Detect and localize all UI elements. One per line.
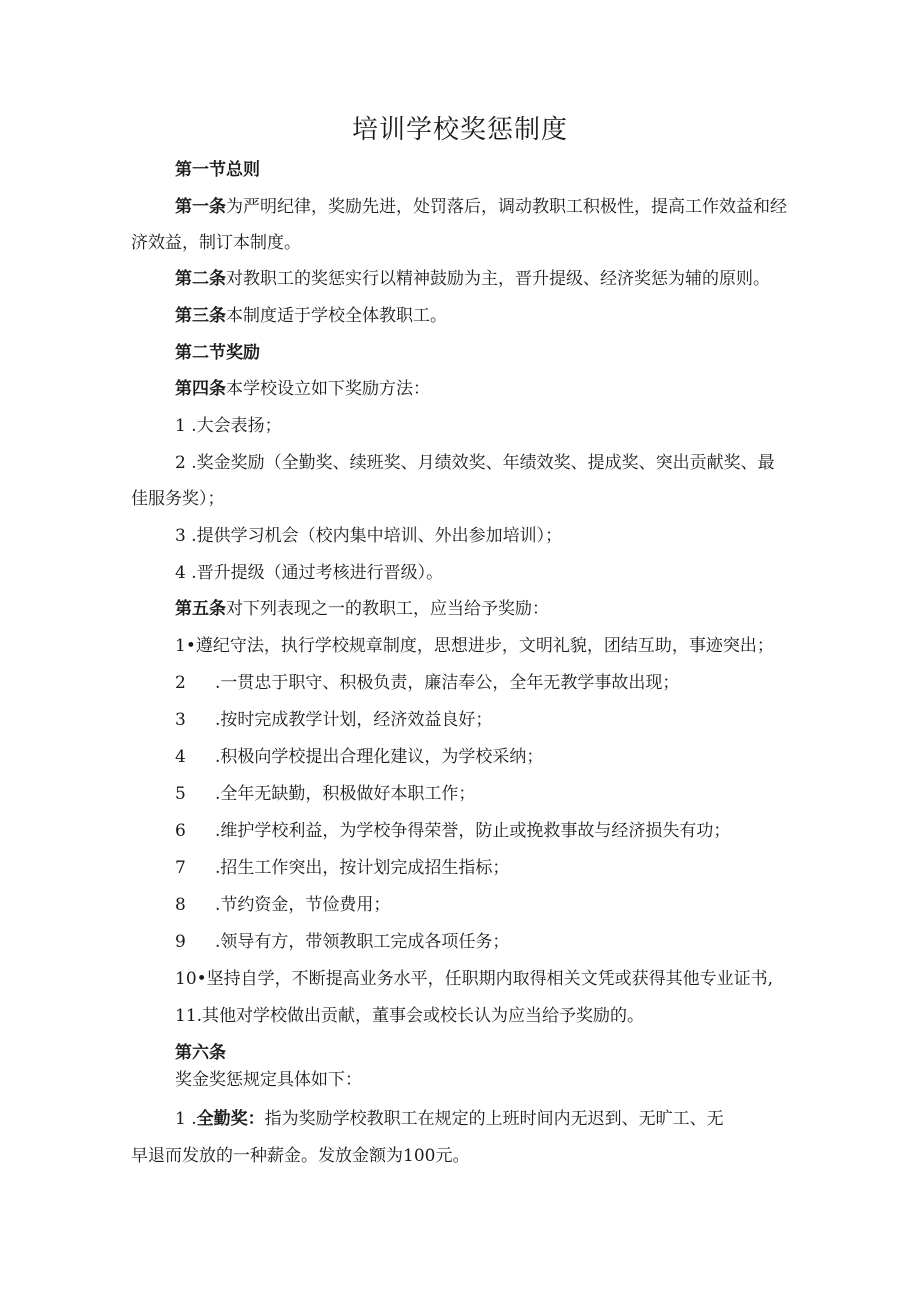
reward-condition-1: 1•遵纪守法，执行学校规章制度，思想进步，文明礼貌，团结互助，事迹突出； (175, 636, 774, 656)
condition-text: .全年无缺勤，积极做好本职工作； (215, 784, 476, 804)
article-6-text: 奖金奖惩规定具体如下： (175, 1070, 362, 1090)
article-5 (175, 597, 549, 621)
reward-condition-9 (175, 930, 509, 954)
reward-condition-2 (175, 671, 679, 695)
article-5-label: 第五条 (175, 599, 226, 619)
bonus-rule-1-line-2: 早退而发放的一种薪金。发放金额为100元。 (131, 1146, 470, 1166)
article-1-text: 为严明纪律，奖励先进，处罚落后，调动教职工积极性，提高工作效益和经 (226, 197, 787, 217)
reward-method-2-line-1: 2 .奖金奖励（全勤奖、续班奖、月绩效奖、年绩效奖、提成奖、突出贡献奖、最 (175, 453, 775, 473)
condition-number: 5 (175, 784, 186, 804)
condition-text: .一贯忠于职守、积极负责，廉洁奉公，全年无教学事故出现； (215, 673, 680, 693)
condition-number: 4 (175, 747, 186, 767)
condition-number: 7 (175, 858, 186, 878)
condition-text: .招生工作突出，按计划完成招生指标； (215, 858, 510, 878)
condition-text: .维护学校利益，为学校争得荣誉，防止或挽救事故与经济损失有功； (215, 821, 731, 841)
condition-number: 2 (175, 673, 186, 693)
section-heading-general: 第一节总则 (175, 160, 260, 180)
bonus-rule-1-line-1 (175, 1107, 724, 1131)
bonus-rule-number: 1 . (175, 1109, 197, 1129)
condition-text: .领导有方，带领教职工完成各项任务； (215, 932, 510, 952)
article-1-line-1 (175, 195, 787, 219)
bonus-rule-text: 指为奖励学校教职工在规定的上班时间内无迟到、无旷工、无 (264, 1109, 724, 1129)
article-1-line-2: 济效益，制订本制度。 (131, 233, 301, 253)
reward-method-1: 1 .大会表扬； (175, 416, 282, 436)
reward-condition-11: 11.其他对学校做出贡献，董事会或校长认为应当给予奖励的。 (175, 1006, 645, 1026)
article-6-label: 第六条 (175, 1043, 226, 1063)
article-2-text: 对教职工的奖惩实行以精神鼓励为主，晋升提级、经济奖惩为辅的原则。 (226, 269, 770, 289)
article-3 (175, 304, 447, 328)
condition-number: 9 (175, 932, 186, 952)
article-1-label: 第一条 (175, 197, 226, 217)
reward-method-4: 4 .晋升提级（通过考核进行晋级）。 (175, 563, 444, 583)
bonus-rule-label: 全勤奖： (196, 1109, 265, 1129)
reward-condition-8 (175, 893, 390, 917)
article-4 (175, 377, 430, 401)
reward-condition-7 (175, 856, 509, 880)
article-4-text: 本学校设立如下奖励方法： (226, 379, 430, 399)
reward-condition-3 (175, 708, 492, 732)
reward-condition-5 (175, 782, 475, 806)
condition-number: 3 (175, 710, 186, 730)
condition-text: .按时完成教学计划，经济效益良好； (215, 710, 493, 730)
condition-text: .积极向学校提出合理化建议，为学校采纳； (215, 747, 544, 767)
article-3-label: 第三条 (175, 306, 226, 326)
document-title: 培训学校奖惩制度 (351, 115, 568, 145)
condition-text: .节约资金，节俭费用； (215, 895, 391, 915)
article-5-text: 对下列表现之一的教职工，应当给予奖励： (226, 599, 549, 619)
reward-condition-4 (175, 745, 543, 769)
reward-method-3: 3 .提供学习机会（校内集中培训、外出参加培训）； (175, 526, 563, 546)
reward-condition-6 (175, 819, 730, 843)
article-4-label: 第四条 (175, 379, 226, 399)
article-2-label: 第二条 (175, 269, 226, 289)
condition-number: 8 (175, 895, 186, 915)
article-3-text: 本制度适于学校全体教职工。 (226, 306, 447, 326)
section-heading-rewards: 第二节奖励 (175, 343, 260, 363)
reward-condition-10: 10•坚持自学，不断提高业务水平，任职期内取得相关文凭或获得其他专业证书, (175, 969, 774, 989)
reward-method-2-line-2: 佳服务奖）； (131, 489, 225, 509)
article-2 (175, 267, 770, 291)
condition-number: 6 (175, 821, 186, 841)
